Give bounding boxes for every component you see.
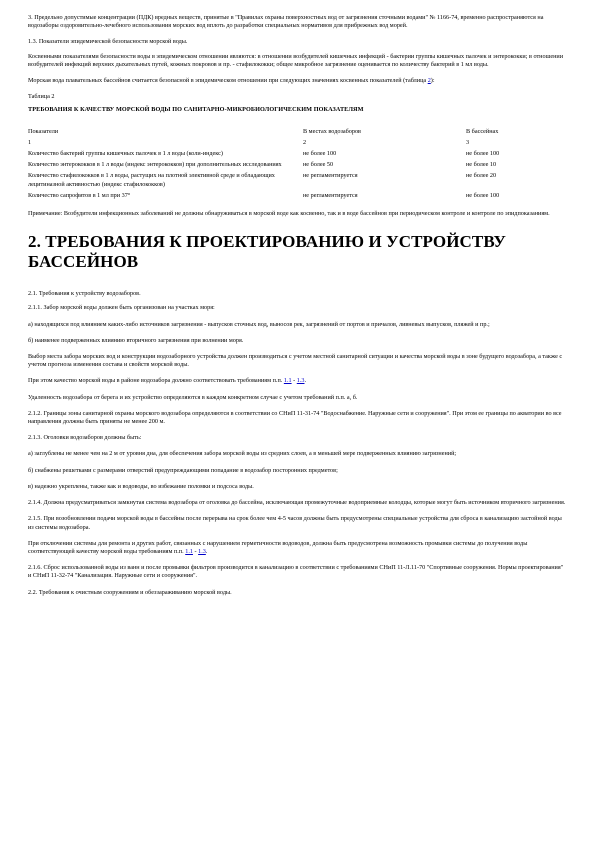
paragraph-item-a-2: а) заглублены не менее чем на 2 м от уровня дна, для обеспечения забора морской воды из средних слоев, а в меньшей мере подверженных влиянию загрязнений; bbox=[28, 450, 457, 458]
intro-text-pre: Морская вода плавательных бассейнов считается безопасной в эпидемическом отношении при следующих значениях косвенных показателей (таблица bbox=[28, 77, 428, 85]
paragraph-2-1-1: 2.1.1. Забор морской воды должен быть организован на участках моря: bbox=[28, 304, 215, 312]
paragraph-2-1: 2.1. Требования к устройству водозаборов. bbox=[28, 290, 141, 298]
paragraph-site-choice: Выбор места забора морских вод и конструкции водозаборного устройства должен производиться с учетом местной санитарной ситуации и качества морской воды в зоне будущего водозабора, а также с учетом прогноза изменения состава и свойств морской воды. bbox=[28, 353, 563, 369]
table-index-cell: 1 bbox=[28, 138, 32, 146]
table-row bbox=[28, 150, 568, 158]
clause-1-3-link-2[interactable]: 1.3 bbox=[198, 547, 206, 555]
quality-text-pre: При этом качество морской воды в районе водозабора должно соответствовать требованиям п.п. bbox=[28, 377, 284, 385]
table-header-cell: В бассейнах bbox=[466, 127, 499, 135]
quality-text-post: . bbox=[304, 377, 307, 385]
document-page bbox=[28, 14, 568, 605]
paragraph-item-a: а) находящихся под влиянием каких-либо источников загрязнения - выпусков сточных вод, выносов рек, загрязнений от портов и причалов, ливневых выпусков, пляжей и пр.; bbox=[28, 320, 490, 328]
table-row bbox=[28, 192, 568, 200]
paragraph-2-1-2: 2.1.2. Границы зоны санитарной охраны морского водозабора определяются в соответствии со СНиП 11-31-74 "Водоснабжение. Наружные сети и сооружения". При этом ее границы по акватории во все направления должны быть приняты не менее 200 м. bbox=[28, 409, 562, 426]
table-cell: не более 100 bbox=[466, 150, 500, 158]
paragraph-repair bbox=[28, 540, 568, 556]
repair-text-pre: При отключении системы для ремонта и других работ, связанных с нарушением герметичности водоводов, должна быть предусмотрена возможность промывки системы до получения воды соответствующей качеству морской воды требованиям п.п. bbox=[28, 539, 528, 555]
table-header-cell: В местах водозаборов bbox=[303, 127, 361, 135]
table-caption: Таблица 2 bbox=[28, 93, 55, 101]
table-index-cell: 2 bbox=[303, 138, 307, 146]
table-note: Примечание: Возбудители инфекционных заболеваний не должны обнаруживаться в морской воде как косвенно, так и в воде бассейнов при периодическом контроле и контроле по эпидпоказаниям. bbox=[28, 210, 550, 218]
paragraph-2-2: 2.2. Требования к очистным сооружениям и обеззараживанию морской воды. bbox=[28, 588, 232, 596]
table-cell: не более 20 bbox=[466, 172, 497, 180]
table-cell: Количество стафилококков в 1 л воды, растущих на плотной элективной среде и обладающих лецитиназной активностью (индекс стафилококков) bbox=[28, 172, 275, 188]
table-cell: не регламентируется bbox=[303, 191, 358, 199]
repair-text-dash: - bbox=[192, 547, 199, 555]
table-index-cell: 3 bbox=[466, 138, 470, 146]
paragraph-2-1-5: 2.1.5. При возобновлении подачи морской воды в бассейны после перерыва на срок более чем 4-5 часов должны быть предусмотрены специальные устройства для сброса в канализацию застойной воды из системы водозабора. bbox=[28, 515, 562, 531]
clause-1-1-link-2[interactable]: 1.1 bbox=[185, 547, 193, 555]
table-title: ТРЕБОВАНИЯ К КАЧЕСТВУ МОРСКОЙ ВОДЫ ПО САНИТАРНО-МИКРОБИОЛОГИЧЕСКИМ ПОКАЗАТЕЛЯМ bbox=[28, 106, 364, 114]
intro-paragraph-4 bbox=[28, 77, 568, 85]
intro-paragraph-1: 3. Предельно допустимые концентрации (ПДК) вредных веществ, принятые в "Правилах охраны поверхностных вод от загрязнения сточными водами" № 1166-74, временно распространяются на водозаборы оздоровительно-лечебного использования морских вод вплоть до разработки специальных нормативов для прибрежных вод морей. bbox=[28, 14, 544, 30]
paragraph-water-quality bbox=[28, 377, 568, 385]
paragraph-item-b: б) наименее подверженных влиянию вторичного загрязнения при волнении моря. bbox=[28, 336, 244, 344]
paragraph-2-1-4: 2.1.4. Должна предусматриваться замкнутая система водозабора от оголовка до бассейна, исключающая промежуточные водоприемные колодцы, которые могут быть источником вторичного загрязнения. bbox=[28, 499, 566, 507]
quality-text-dash: - bbox=[291, 377, 297, 385]
table-2-link[interactable]: 2 bbox=[427, 77, 431, 85]
intro-paragraph-3: Косвенными показателями безопасности воды в эпидемическом отношении являются: в отношении возбудителей кишечных инфекций - бактерии группы кишечных палочек и энтерококки; в отношении возбудителей инфекций верхних дыхательных путей, кожных покровов и пр. - стафилококки; общее микробное загрязнение оценивается по количеству бактерий в 1 мл воды. bbox=[28, 52, 564, 68]
paragraph-2-1-6: 2.1.6. Сброс использованной воды из ванн и после промывки фильтров производится в канализацию в соответствии с требованиями СНиП 11-Л.11-70 "Спортивные сооружения. Нормы проектирования" и СНиП 11-32-74 "Канализация. Наружные сети и сооружения". bbox=[28, 564, 564, 580]
paragraph-item-b-2: б) снабжены решетками с размерами отверстий предупреждающими попадание в водозабор посторонних предметов; bbox=[28, 466, 338, 474]
table-header-cell: Показатели bbox=[28, 127, 59, 135]
table-cell: не более 50 bbox=[303, 161, 334, 169]
clause-1-1-link[interactable]: 1.1 bbox=[283, 377, 292, 385]
table-cell: не более 100 bbox=[466, 191, 500, 199]
table-index-row bbox=[28, 139, 568, 147]
table-header-row bbox=[28, 128, 568, 136]
paragraph-2-1-3: 2.1.3. Оголовки водозаборов должны быть: bbox=[28, 434, 142, 442]
table-cell: не более 100 bbox=[303, 150, 337, 158]
table-cell: не более 10 bbox=[466, 161, 497, 169]
table-cell: не регламентируется bbox=[303, 172, 358, 180]
clause-1-3-link[interactable]: 1.3 bbox=[296, 377, 305, 385]
table-cell: Количество сапрофитов в 1 мл при 37° bbox=[28, 191, 131, 199]
table-row bbox=[28, 161, 568, 169]
table-cell: Количество бактерий группы кишечных палочек в 1 л воды (коли-индекс) bbox=[28, 150, 223, 158]
repair-text-post: . bbox=[205, 547, 208, 555]
section-1-3-title: 1.3. Показатели эпидемической безопасности морской воды. bbox=[28, 38, 188, 46]
table-row bbox=[28, 172, 568, 188]
paragraph-item-c-2: в) надежно укреплены, также как и водоводы, во избежание поломки и подсоса воды. bbox=[28, 482, 254, 490]
table-cell: Количество энтерококков в 1 л воды (индекс энтерококков) при дополнительных исследованиях bbox=[28, 161, 282, 169]
paragraph-distance: Удаленность водозабора от берега и их устройство определяются в каждом конкретном случае с учетом требований п.п. а, б. bbox=[28, 393, 358, 401]
intro-text-post: ): bbox=[430, 77, 435, 85]
requirements-table bbox=[28, 128, 568, 200]
section-2-heading: 2. ТРЕБОВАНИЯ К ПРОЕКТИРОВАНИЮ И УСТРОЙСТВУ БАССЕЙНОВ bbox=[28, 232, 507, 272]
